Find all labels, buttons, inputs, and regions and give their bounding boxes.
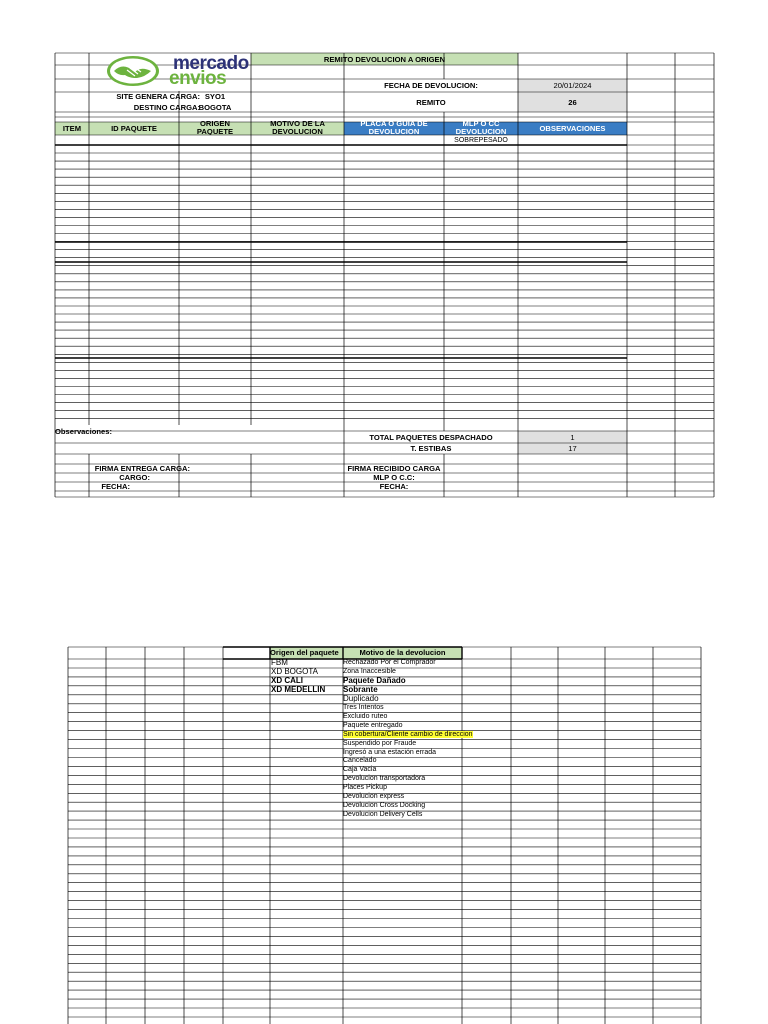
remito-sheet	[0, 0, 768, 500]
motivo-item: Paquete Dañado	[343, 675, 406, 685]
estibas-value: 17	[568, 444, 577, 453]
lists-grid	[0, 640, 768, 1024]
motivo-item: Suspendido por Fraude	[343, 739, 417, 747]
destino-carga-label: DESTINO CARGA:	[133, 103, 200, 112]
motivo-item: Devolucion Cross Docking	[343, 802, 426, 810]
fecha-entrega-label: FECHA:	[101, 482, 130, 491]
col-placa-guia: PLACA O GUIA DE DEVOLUCION	[360, 120, 428, 135]
estibas-label: T. ESTIBAS	[410, 444, 452, 453]
brand-word-mercado: mercado	[173, 53, 249, 74]
highlighted-motivo: Sin cobertura/Cliente cambio de direccion	[343, 730, 473, 738]
motivo-item: Paquete entregado	[343, 721, 403, 729]
motivo-item	[343, 731, 473, 740]
lists-sheet	[0, 640, 768, 1024]
motivo-item: Devolucion transportadora	[343, 775, 426, 783]
fecha-devolucion-label: FECHA DE DEVOLUCION:	[384, 81, 478, 90]
fecha-devolucion-value: 20/01/2024	[553, 81, 592, 90]
site-genera-value: SYO1	[204, 92, 226, 101]
col-origen-paquete: ORIGEN PAQUETE	[196, 120, 234, 135]
col-motivo: MOTIVO DE LA DEVOLUCION	[270, 120, 325, 135]
origen-item: XD BOGOTA	[271, 666, 318, 676]
site-genera-label: SITE GENERA CARGA:	[116, 92, 200, 101]
motivo-item: Devolucion express	[343, 793, 405, 801]
motivo-item: Cancelado	[343, 757, 377, 765]
handshake-icon	[105, 52, 165, 92]
mlp-cc-label: MLP O C.C:	[373, 473, 415, 482]
motivo-item: Rechazado Por el Comprador	[343, 659, 436, 666]
first-row-mlp-value: SOBREPESADO	[454, 137, 508, 144]
firma-entrega-label: FIRMA ENTREGA CARGA:	[94, 464, 190, 473]
col-observaciones: OBSERVACIONES	[539, 124, 606, 133]
motivo-header: Motivo de la devolucion	[359, 648, 446, 657]
fecha-recibido-label: FECHA:	[379, 482, 409, 491]
motivo-item: Excluido ruteo	[343, 712, 388, 720]
motivo-item: Duplicado	[343, 693, 379, 703]
col-item: ITEM	[62, 124, 82, 133]
motivo-item: Zona Inaccesible	[343, 667, 396, 675]
total-paquetes-label: TOTAL PAQUETES DESPACHADO	[369, 432, 493, 442]
remito-number: 26	[568, 97, 577, 107]
motivo-item: Caja Vacia	[343, 766, 377, 774]
mercado-envios-logo	[105, 52, 251, 92]
brand-word-envios: envios	[169, 68, 227, 89]
col-mlp-cc: MLP O CC DEVOLUCION	[455, 120, 507, 135]
remito-title: REMITO DEVOLUCION A ORIGEN	[323, 54, 446, 64]
origen-item: XD MEDELLIN	[271, 684, 326, 694]
motivo-item: Tres Intentos	[343, 703, 384, 711]
firma-recibido-label: FIRMA RECIBIDO CARGA	[347, 464, 441, 473]
origen-item: FBM	[271, 658, 288, 667]
col-id-paquete: ID PAQUETE	[111, 124, 157, 133]
total-paquetes-value: 1	[570, 432, 575, 442]
destino-carga-value: BOGOTA	[198, 103, 232, 112]
motivo-item: Devolucion Delivery Cells	[343, 811, 423, 819]
motivo-item: Places Pickup	[343, 784, 387, 792]
origen-header: Origen del paquete	[270, 648, 339, 657]
remito-label: REMITO	[416, 97, 446, 107]
motivo-item: Sobrante	[343, 684, 378, 694]
motivo-item: Ingresó a una estación errada	[343, 748, 437, 756]
observaciones-label: Observaciones:	[55, 426, 112, 436]
cargo-label: CARGO:	[119, 473, 150, 482]
origen-item: XD CALI	[271, 675, 303, 685]
